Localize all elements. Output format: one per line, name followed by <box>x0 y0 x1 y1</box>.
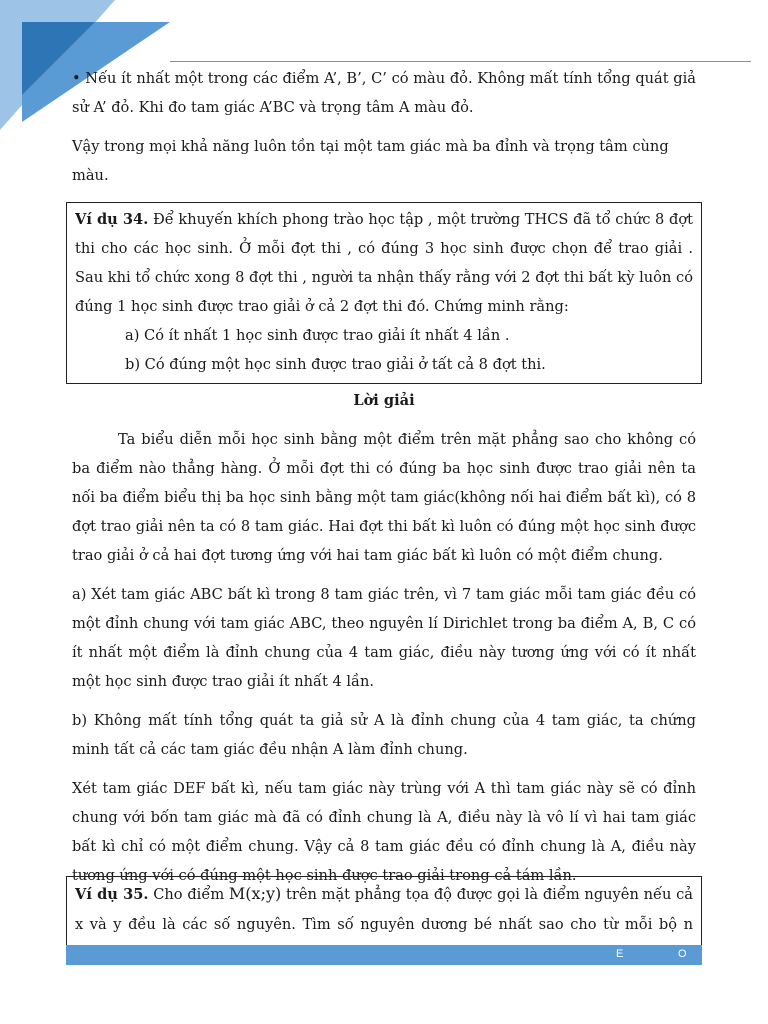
example-35-label: Ví dụ 35. <box>75 886 149 903</box>
solution-paragraph-4: Xét tam giác DEF bất kì, nếu tam giác này trùng với A thì tam giác này sẽ có đỉnh chung với bốn tam giác mà đã có đỉnh chung là A, điều này là vô lí vì hai tam giác bất kì chỉ có một điểm chung. Vậy cả 8 tam giác đều có đỉnh chung là A, điều này tương ứng với có đúng một học sinh được trao giải trong cả tám lần. <box>72 780 696 884</box>
example-35-math-point: M(x;y) <box>228 884 282 903</box>
conclusion-paragraph: Vậy trong mọi khả năng luôn tồn tại một tam giác mà ba đỉnh và trọng tâm cùng màu. <box>72 138 669 184</box>
example-34-statement <box>75 205 693 321</box>
example-34-label: Ví dụ 34. <box>75 211 149 228</box>
header-rule <box>170 61 751 62</box>
footer-bar <box>66 945 702 965</box>
example-35-text-before: Cho điểm <box>148 886 229 903</box>
example-35-box <box>66 876 702 946</box>
example-35-text-after: trên mặt phẳng tọa độ được gọi là điểm nguyên nếu cả x và y đều là các số nguyên. Tìm số nguyên dương bé nhất sao cho từ mỗi bộ n <box>75 886 693 933</box>
bullet-text: Nếu ít nhất một trong các điểm A’, B’, C’ có màu đỏ. Không mất tính tổng quát giả sử A’ đỏ. Khi đo tam giác A’BC và trọng tâm A màu đỏ. <box>72 70 697 116</box>
example-34-box <box>66 202 702 384</box>
footer-left-char: E <box>616 948 624 960</box>
example-34-item-a: a) Có ít nhất 1 học sinh được trao giải ít nhất 4 lần . <box>125 327 510 344</box>
solution-paragraph-2: a) Xét tam giác ABC bất kì trong 8 tam giác trên, vì 7 tam giác mỗi tam giác đều có một đỉnh chung với tam giác ABC, theo nguyên lí Dirichlet trong ba điểm A, B, C có ít nhất một điểm là đỉnh chung của 4 tam giác, điều này tương ứng với có ít nhất một học sinh được trao giải ít nhất 4 lần. <box>72 586 696 690</box>
example-34-item-b: b) Có đúng một học sinh được trao giải ở tất cả 8 đợt thi. <box>125 356 546 373</box>
bullet-mark: • <box>72 70 81 87</box>
page-content <box>72 64 696 890</box>
bullet-paragraph <box>72 64 696 122</box>
solution-paragraph-3: b) Không mất tính tổng quát ta giả sử A là đỉnh chung của 4 tam giác, ta chứng minh tất cả các tam giác đều nhận A làm đỉnh chung. <box>72 712 696 758</box>
example-34-text: Để khuyến khích phong trào học tập , một trường THCS đã tổ chức 8 đợt thi cho các học sinh. Ở mỗi đợt thi , có đúng 3 học sinh được chọn để trao giải . Sau khi tổ chức xong 8 đợt thi , người ta nhận thấy rằng với 2 đợt thi bất kỳ luôn có đúng 1 học sinh được trao giải ở cả 2 đợt thi đó. Chứng minh rằng: <box>75 211 693 315</box>
solution-heading: Lời giải <box>353 392 415 409</box>
footer-right-char: O <box>678 948 687 960</box>
solution-paragraph-1: Ta biểu diễn mỗi học sinh bằng một điểm trên mặt phẳng sao cho không có ba điểm nào thẳng hàng. Ở mỗi đợt thi có đúng ba học sinh được trao giải nên ta nối ba điểm biểu thị ba học sinh bằng một tam giác(không nối hai điểm bất kì), có 8 đợt trao giải nên ta có 8 tam giác. Hai đợt thi bất kì luôn có đúng một học sinh được trao giải ở cả hai đợt tương ứng với hai tam giác bất kì luôn có một điểm chung. <box>72 431 696 564</box>
